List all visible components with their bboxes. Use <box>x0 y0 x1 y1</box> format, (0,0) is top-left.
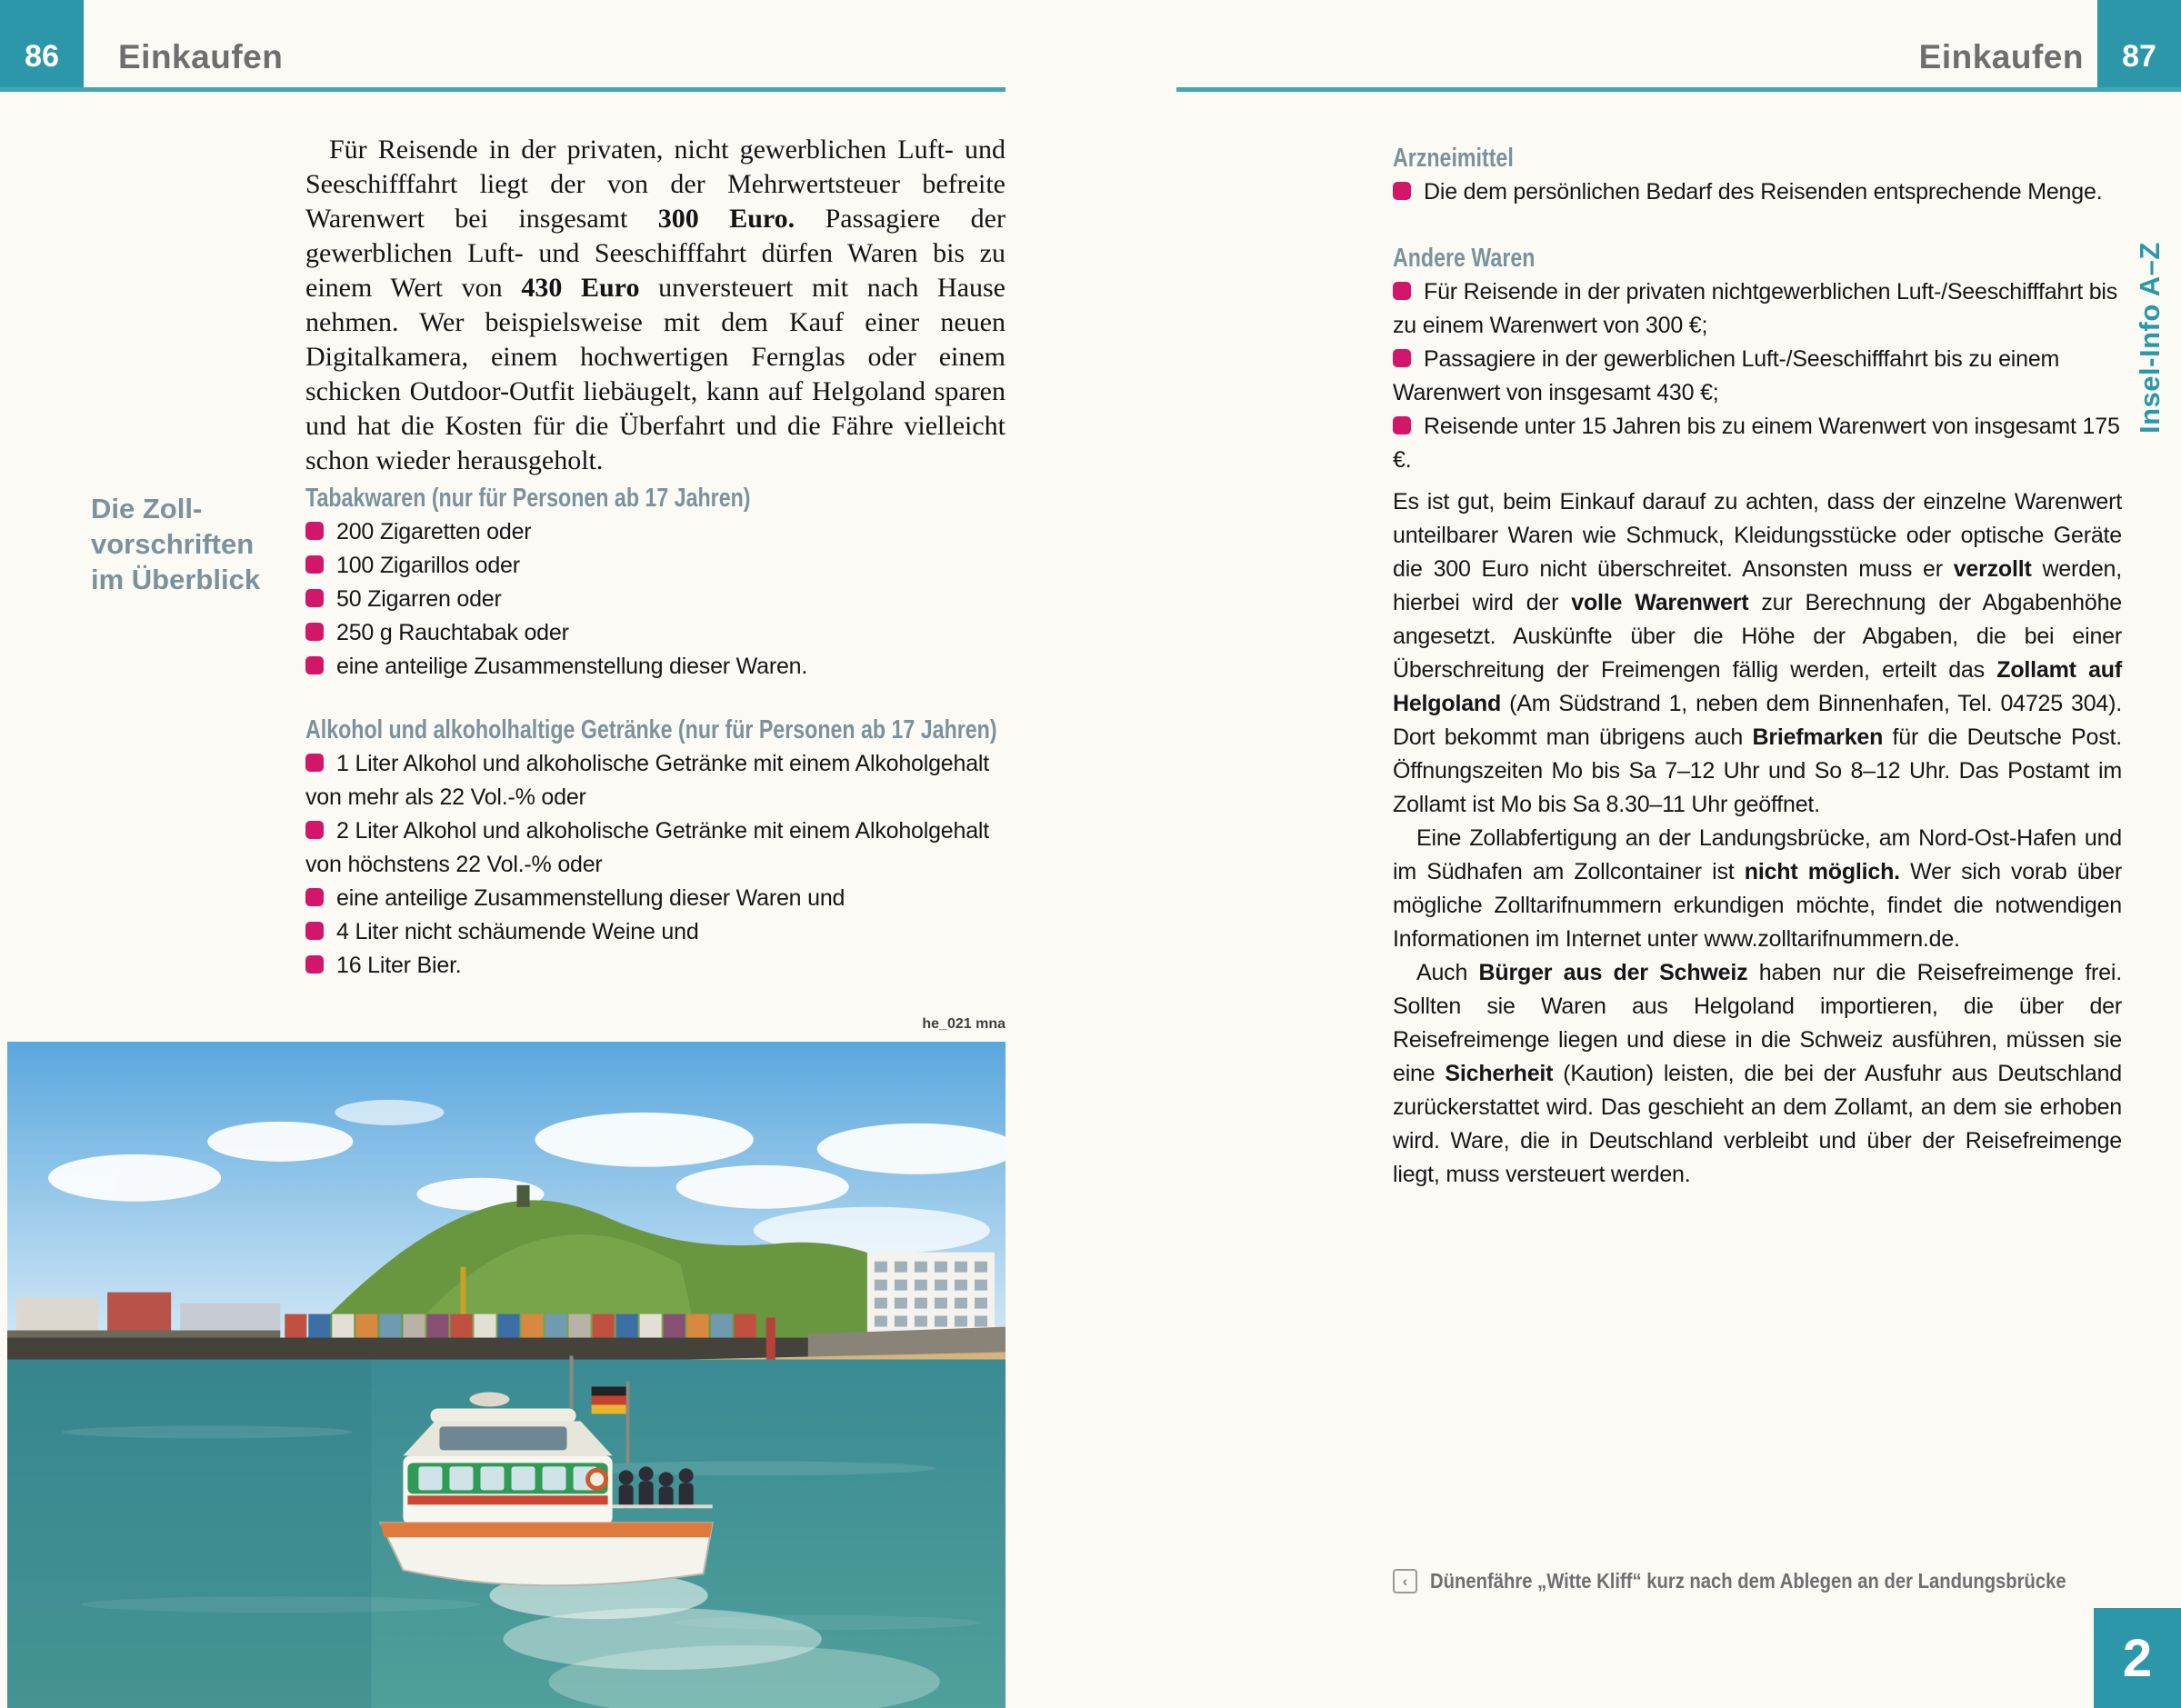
paragraph-text: werden, hierbei wird der <box>1393 556 2122 615</box>
margin-heading-customs-rules <box>91 491 300 597</box>
lifebuoy <box>588 1470 606 1488</box>
bullet-square-icon <box>1393 349 1411 367</box>
list-item <box>1393 410 2122 477</box>
customs-paragraph-2 <box>1393 822 2122 956</box>
bold-schweiz: Bürger aus der Schweiz <box>1478 960 1748 985</box>
bullet-square-icon <box>305 922 324 940</box>
intro-text: unversteuert mit nach Hause nehmen. Wer beispielsweise mit dem Kauf einer neuen Digitalkamera, einem hochwertigen Fernglas oder einem schicken Outdoor-Outfit liebäugelt, kann auf Helgoland sparen und hat die Kosten für die Überfahrt und die Fähre vielleicht schon wieder herausgeholt. <box>305 273 1005 475</box>
chapter-number-tab: 2 <box>2094 1608 2181 1708</box>
list-item <box>305 549 1007 583</box>
list-item-text: 250 g Rauchtabak oder <box>336 620 569 645</box>
list-item-text: 4 Liter nicht schäumende Weine und <box>336 919 699 944</box>
paragraph-text: Auch <box>1416 960 1479 985</box>
stern-railing <box>613 1504 713 1508</box>
harbor-photo <box>7 1042 1005 1708</box>
photo-caption-text: Dünenfähre „Witte Kliff“ kurz nach dem Ablegen an der Landungsbrücke <box>1430 1569 2066 1593</box>
other-goods-section <box>1393 242 2122 477</box>
intro-bold-430-euro: 430 Euro <box>521 273 640 303</box>
paragraph-text: (Am Südstrand 1, neben dem Binnenhafen, Tel. 04725 304). Dort bekommt man übrigens auch <box>1393 691 2122 750</box>
bullet-square-icon <box>305 623 324 641</box>
bullet-square-icon <box>305 754 324 772</box>
paragraph-text: Es ist gut, beim Einkauf darauf zu achten, dass der einzelne Warenwert unteilbarer Waren wie Schmuck, Kleidungsstücke oder optische Geräte die 300 Euro nicht überschreitet. Ansonsten muss er <box>1393 489 2122 582</box>
left-page-number-block <box>0 0 84 87</box>
bold-briefmarken: Briefmarken <box>1752 724 1884 750</box>
beacon-pole <box>766 1318 775 1362</box>
customs-paragraph-3 <box>1393 956 2122 1192</box>
list-item-text: Die dem persönlichen Bedarf des Reisenden entsprechende Menge. <box>1424 179 2103 205</box>
bold-zollamt: Zollamt auf Helgoland <box>1393 657 2122 716</box>
alcohol-section <box>305 714 1007 983</box>
bullet-square-icon <box>305 555 324 574</box>
chapter-side-tab: Insel-Info A–Z <box>2134 242 2166 434</box>
list-item <box>305 915 1007 949</box>
harbor-photo-illustration <box>7 1042 1005 1708</box>
list-item <box>305 583 1007 616</box>
list-item-text: 200 Zigaretten oder <box>336 519 532 544</box>
alcohol-heading: Alkohol und alkoholhaltige Getränke (nur für Personen ab 17 Jahren) <box>305 715 997 744</box>
list-item-text: Passagiere in der gewerblichen Luft-/Seeschifffahrt bis zu einem Warenwert von insgesamt 430 €; <box>1393 346 2060 405</box>
paragraph-text: Wer sich vorab über mögliche Zolltarifnummern erkundigen möchte, findet die notwendigen Informationen im Internet unter www.zolltarifnummern.de. <box>1393 859 2122 952</box>
photo-reference-arrow-icon: ‹ <box>1393 1569 1417 1593</box>
intro-bold-300-euro: 300 Euro. <box>657 204 795 234</box>
tobacco-heading: Tabakwaren (nur für Personen ab 17 Jahren) <box>305 484 751 513</box>
sea-shadow <box>7 1360 371 1708</box>
bold-sicherheit: Sicherheit <box>1445 1061 1554 1086</box>
list-item <box>305 515 1007 549</box>
list-item-text: 2 Liter Alkohol und alkoholische Getränke mit einem Alkoholgehalt von höchstens 22 Vol.-% oder <box>305 818 989 877</box>
paragraph-text: Eine Zollabfertigung an der Landungsbrücke, am Nord-Ost-Hafen und im Südhafen am Zollcontainer ist <box>1393 825 2122 884</box>
radar-dome <box>469 1392 509 1406</box>
customs-paragraph-1 <box>1393 485 2122 822</box>
bullet-square-icon <box>305 589 324 607</box>
list-item <box>1393 275 2122 343</box>
list-item <box>305 747 1007 814</box>
bullet-square-icon <box>1393 416 1411 434</box>
list-item-text: 16 Liter Bier. <box>336 953 462 978</box>
german-flag <box>592 1386 626 1413</box>
photo-credit: he_021 mna <box>922 1016 1005 1032</box>
medicine-section <box>1393 142 2122 209</box>
list-item <box>305 882 1007 915</box>
list-item <box>305 650 1007 684</box>
right-page-number: 87 <box>2122 39 2156 74</box>
list-item <box>305 949 1007 983</box>
list-item <box>1393 175 2122 209</box>
other-goods-heading: Andere Waren <box>1393 244 1536 273</box>
hull-orange-stripe <box>380 1523 712 1537</box>
bullet-square-icon <box>305 656 324 674</box>
bullet-square-icon <box>305 888 324 906</box>
paragraph-text: zur Berechnung der Abgabenhöhe angesetzt. Auskünfte über die Höhe der Abgaben, die bei einer Überschreitung der Freimengen fällig werden, erteilt das <box>1393 590 2122 683</box>
list-item-text: eine anteilige Zusammenstellung dieser Waren und <box>336 885 845 911</box>
photo-caption-row <box>1393 1569 2175 1593</box>
customs-body-text <box>1393 485 2122 1192</box>
cabin-roof <box>430 1408 575 1423</box>
bullet-square-icon <box>1393 282 1411 300</box>
bullet-square-icon <box>1393 182 1411 200</box>
list-item-text: Reisende unter 15 Jahren bis zu einem Warenwert von insgesamt 175 €. <box>1393 414 2120 473</box>
intro-text: Für Reisende in der privaten, nicht gewerblichen Luft- und Seeschifffahrt liegt der von der Mehrwertsteuer befreite Warenwert bei insgesamt <box>305 135 1005 234</box>
paragraph-text: (Kaution) leisten, die bei der Ausfuhr aus Deutschland zurückerstattet wird. Das geschieht an dem Zollamt, an dem sie erhoben wird. Ware, die in Deutschland verbleibt und über der Reisefreimenge liegt, muss versteuert werden. <box>1393 1061 2123 1187</box>
red-stripe <box>407 1495 607 1504</box>
hotel-building <box>867 1253 995 1340</box>
intro-text: Passagiere der gewerblichen Luft- und Seeschifffahrt dürfen Waren bis zu einem Wert von <box>305 204 1005 303</box>
left-header-title: Einkaufen <box>118 38 284 75</box>
bullet-square-icon <box>305 955 324 974</box>
tobacco-section <box>305 482 1007 684</box>
list-item-text: 50 Zigarren oder <box>336 586 502 612</box>
right-header-rule <box>1176 87 2181 92</box>
list-item-text: eine anteilige Zusammenstellung dieser Waren. <box>336 654 808 679</box>
right-header-title: Einkaufen <box>1918 38 2084 75</box>
hilltop-structure <box>517 1185 530 1207</box>
margin-heading-line: vorschriften <box>91 528 255 560</box>
bold-volle-warenwert: volle Warenwert <box>1571 590 1749 615</box>
paragraph-text: für die Deutsche Post. Öffnungszeiten Mo bis Sa 7–12 Uhr und So 8–12 Uhr. Das Postamt im Zollamt ist Mo bis Sa 8.30–11 Uhr geöffnet. <box>1393 724 2122 817</box>
flag-pole <box>626 1381 630 1464</box>
medicine-heading: Arzneimittel <box>1393 144 1514 173</box>
list-item-text: 100 Zigarillos oder <box>336 553 520 578</box>
bullet-square-icon <box>305 821 324 839</box>
list-item-text: Für Reisende in der privaten nichtgewerblichen Luft-/Seeschifffahrt bis zu einem Warenwert von 300 €; <box>1393 279 2118 338</box>
intro-paragraph <box>305 133 1005 478</box>
list-item <box>1393 343 2122 410</box>
left-header-rule <box>0 87 1005 92</box>
bullet-square-icon <box>305 522 324 540</box>
windshield <box>439 1426 566 1450</box>
list-item-text: 1 Liter Alkohol und alkoholische Getränke mit einem Alkoholgehalt von mehr als 22 Vol.-% oder <box>305 751 989 810</box>
margin-heading-line: im Überblick <box>91 564 261 595</box>
left-page-number: 86 <box>25 39 59 74</box>
bold-verzollt: verzollt <box>1953 556 2032 582</box>
margin-heading-line: Die Zoll- <box>91 493 203 524</box>
bold-nicht-moeglich: nicht möglich. <box>1744 859 1900 884</box>
list-item <box>305 616 1007 650</box>
paragraph-text: haben nur die Reisefreimenge frei. Sollten sie Waren aus Helgoland importieren, die über der Reisefreimenge liegen und diese in die Schweiz ausführen, müssen sie eine <box>1393 960 2122 1086</box>
list-item <box>305 814 1007 882</box>
right-page-number-block <box>2097 0 2181 87</box>
